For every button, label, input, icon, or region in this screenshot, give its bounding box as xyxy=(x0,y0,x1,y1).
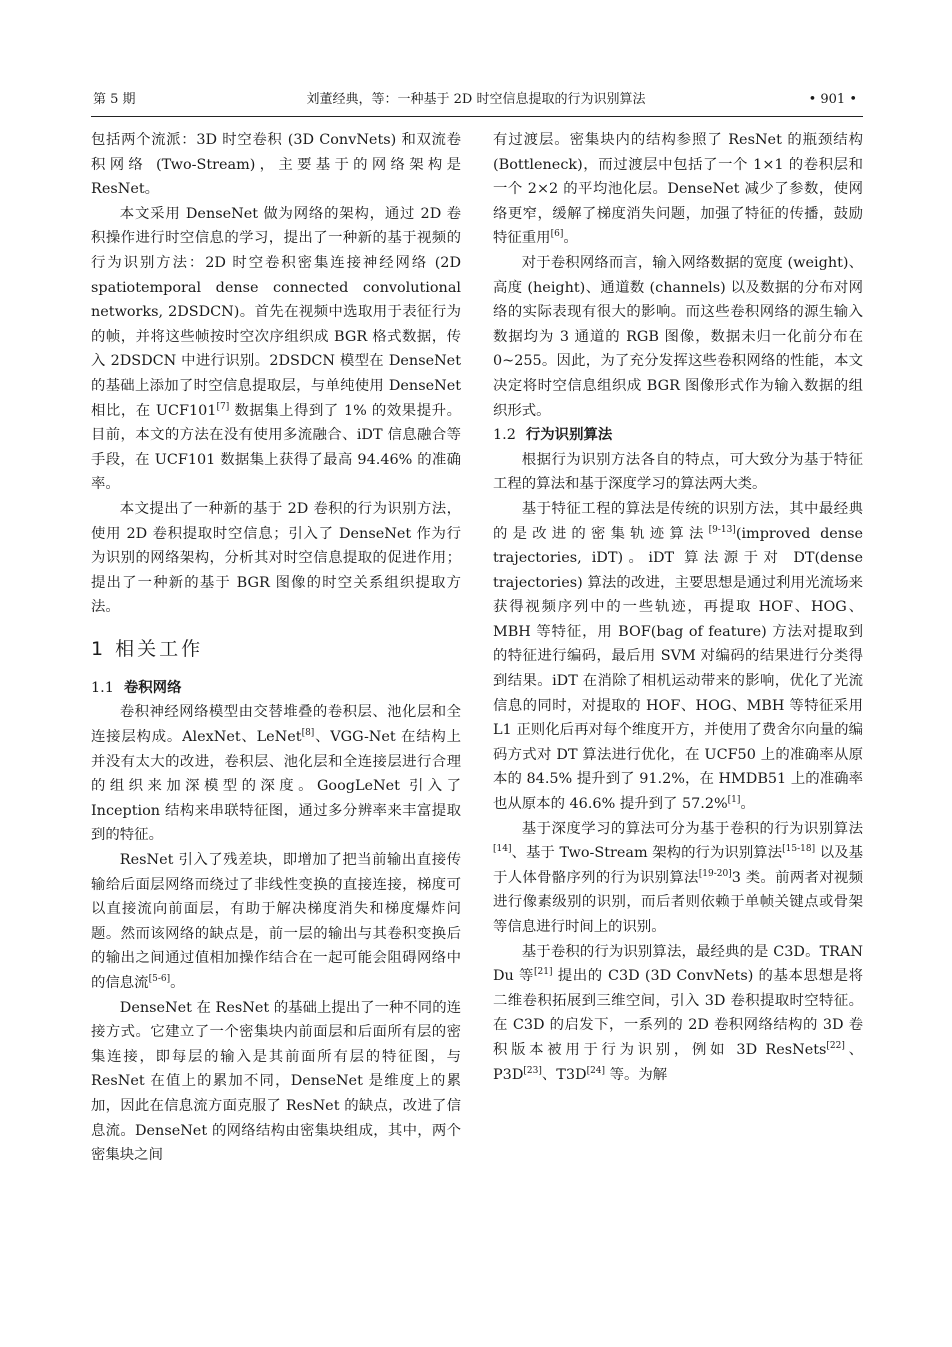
paragraph-text: 本文提出了一种新的基于 2D 卷积的行为识别方法，使用 2D 卷积提取时空信息；引入了 DenseNet 作为行为识别的网络架构，分析其对时空信息提取的促进作用；提出了一种新的基于 BGR 图像的时空关系组织提取方法。 xyxy=(91,500,461,616)
citation[interactable]: [5-6] xyxy=(148,974,171,984)
citation[interactable]: [24] xyxy=(586,1065,606,1076)
paragraph-text: 对于卷积网络而言，输入网络数据的宽度 (weight)、高度 (height)、通道数 (channels) 以及数据的分布对网络的实际表现有很大的影响。而这些卷积网络的源生输入数据均为 3 通道的 RGB 图像，数据未归一化前分布在 0~255。因此，为了充分发挥这些卷积网络的性能，本文决定将时空信息组织成 BGR 图像形式作为输入数据的组织形式。 xyxy=(493,254,863,419)
paragraph-text: 。 xyxy=(170,975,185,991)
citation[interactable]: [14] xyxy=(493,844,512,855)
citation[interactable]: [1] xyxy=(727,795,741,806)
paragraph-text: 基于深度学习的算法可分为基于卷积的行为识别算法 xyxy=(521,820,863,837)
subsection-title: 行为识别算法 xyxy=(525,427,613,444)
paragraph-text: 数据集上得到了 1% 的效果提升。目前，本文的方法在没有使用多流融合、iDT 信息融合等手段，在 UCF101 数据集上获得了最高 94.46% 的准确率。 xyxy=(91,402,461,493)
citation[interactable]: [23] xyxy=(523,1065,542,1076)
paragraph xyxy=(91,848,461,996)
issue-number: 第 5 期 xyxy=(93,92,136,107)
paragraph-text: 根据行为识别方法各自的特点，可大致分为基于特征工程的算法和基于深度学习的算法两大类。 xyxy=(493,451,863,493)
paragraph-text: 包括两个流派：3D 时空卷积 (3D ConvNets) 和双流卷积网络 (Two-Stream)，主要基于的网络架构是 ResNet。 xyxy=(91,132,461,198)
paragraph xyxy=(493,448,863,497)
citation[interactable]: [19-20] xyxy=(698,868,732,879)
paragraph-text: 以及基于人体骨骼序列的行为识别算法 xyxy=(493,845,863,886)
paragraph-text: 、VGG-Net 在结构上并没有太大的改进，卷积层、池化层和全连接层进行合理的组织来加深模型的深度。GoogLeNet 引入了 Inception 结构来串联特征图，通过多分辨率来丰富提取到的特征。 xyxy=(91,729,461,844)
paragraph-text: 3 类。前两者对视频进行像素级别的识别，而后者则依赖于单帧关键点或骨架等信息进行时间上的识别。 xyxy=(493,869,863,935)
paragraph-text: 卷积神经网络模型由交替堆叠的卷积层、池化层和全连接层构成。AlexNet、LeNet xyxy=(91,704,461,746)
section-heading: 1 相关工作 xyxy=(91,637,204,660)
header-rule xyxy=(91,116,863,117)
paragraph-text: 有过渡层。密集块内的结构参照了 ResNet 的瓶颈结构 (Bottleneck)，而过渡层中包括了一个 1×1 的卷积层和一个 2×2 的平均池化层。DenseNet 减少了参数，使网络更窄，缓解了梯度消失问题，加强了特征的传播，鼓励特征重用 xyxy=(493,132,863,247)
paragraph-text: 等。为解 xyxy=(605,1066,668,1083)
paragraph xyxy=(493,497,863,817)
left-column xyxy=(91,128,461,1168)
citation[interactable]: [6] xyxy=(550,229,564,240)
paragraph-text: 、T3D xyxy=(541,1066,587,1083)
paragraph-text: DenseNet 在 ResNet 的基础上提出了一种不同的连接方式。它建立了一个密集块内前面层和后面所有层的密集连接，即每层的输入是其前面所有层的特征图，与 ResNet 在值上的累加不同，DenseNet 是维度上的累加，因此在信息流方面克服了 ResNet 的缺点，改进了信息流。DenseNet 的网络结构由密集块组成，其中，两个密集块之间 xyxy=(91,999,461,1164)
subsection-heading xyxy=(91,676,461,701)
citation[interactable]: [8] xyxy=(301,728,315,739)
citation[interactable]: [9-13] xyxy=(708,524,736,535)
paragraph-text: 。 xyxy=(740,796,755,813)
citation[interactable]: [22] xyxy=(826,1040,845,1051)
subsection-heading xyxy=(493,423,863,448)
citation[interactable]: [7] xyxy=(216,401,230,412)
paragraph xyxy=(91,700,461,848)
paragraph xyxy=(91,128,461,202)
paragraph xyxy=(493,817,863,940)
right-column xyxy=(493,128,863,1087)
paragraph-text: 、基于 Two-Stream 架构的行为识别算法 xyxy=(511,845,783,862)
paragraph-text: 、P3D xyxy=(493,1041,863,1083)
paragraph-text: 基于特征工程的算法是传统的识别方法，其中最经典的是改进的密集轨迹算法 xyxy=(493,500,863,542)
citation[interactable]: [15-18] xyxy=(782,844,816,855)
paragraph xyxy=(493,251,863,423)
running-header xyxy=(91,91,861,113)
subsection-number: 1.2 xyxy=(493,427,516,444)
paragraph-text: 提出的 C3D (3D ConvNets) 的基本思想是将二维卷积拓展到三维空间，引入 3D 卷积提取时空特征。在 C3D 的启发下，一系列的 2D 卷积网络结构的 3D 卷积版本被用于行为识别，例如 3D ResNets xyxy=(493,968,863,1058)
paragraph-text: 。 xyxy=(563,230,578,247)
paragraph-text: 本文采用 DenseNet 做为网络的架构，通过 2D 卷积操作进行时空信息的学习，提出了一种新的基于视频的行为识别方法：2D 时空卷积密集连接神经网络 (2D spatiotemporal dense connected convolutional networks, 2DSDCN)。首先在视频中选取用于表征行为的帧，并将这些帧按时空次序组织成 BGR 格式数据，传入 2DSDCN 中进行识别。2DSDCN 模型在 DenseNet 的基础上添加了时空信息提取层，与单纯使用 DenseNet 相比，在 UCF101 xyxy=(91,205,461,419)
subsection-title: 卷积网络 xyxy=(123,679,182,696)
paragraph xyxy=(91,202,461,497)
paragraph xyxy=(493,128,863,251)
running-title: 刘董经典，等：一种基于 2D 时空信息提取的行为识别算法 xyxy=(306,92,646,107)
paragraph xyxy=(91,996,461,1168)
subsection-number: 1.1 xyxy=(91,679,114,696)
page-number: • 901 • xyxy=(808,92,857,107)
paragraph-text: ResNet 引入了残差块，即增加了把当前输出直接传输给后面层网络而绕过了非线性变换的直接连接，梯度可以直接流向前面层，有助于解决梯度消失和梯度爆炸问题。然而该网络的缺点是，前一层的输出与其卷积变换后的输出之间通过值相加操作结合在一起可能会阻碍网络中的信息流 xyxy=(91,852,461,991)
paragraph xyxy=(91,497,461,620)
citation[interactable]: [21] xyxy=(534,967,553,978)
paragraph-text: 基于卷积的行为识别算法，最经典的是 C3D。TRAN Du 等 xyxy=(493,943,863,985)
paragraph xyxy=(493,940,863,1088)
paragraph-text: (improved dense trajectories, iDT)。iDT 算法源于对 DT(dense trajectories) 算法的改进，主要思想是通过利用光流场来获得视频序列中的一些轨迹，再提取 HOF、HOG、MBH 等特征，用 BOF(bag of feature) 方法对提取到的特征进行编码，最后用 SVM 对编码的结果进行分类得到结果。iDT 在消除了相机运动带来的影响，优化了光流信息的同时，对提取的 HOF、HOG、MBH 等特征采用 L1 正则化后再对每个维度开方，并使用了费舍尔向量的编码方式对 DT 算法进行优化，在 UCF50 上的准确率从原本的 84.5% 提升到了 91.2%，在 HMDB51 上的准确率也从原本的 46.6% 提升到了 57.2% xyxy=(493,525,863,813)
